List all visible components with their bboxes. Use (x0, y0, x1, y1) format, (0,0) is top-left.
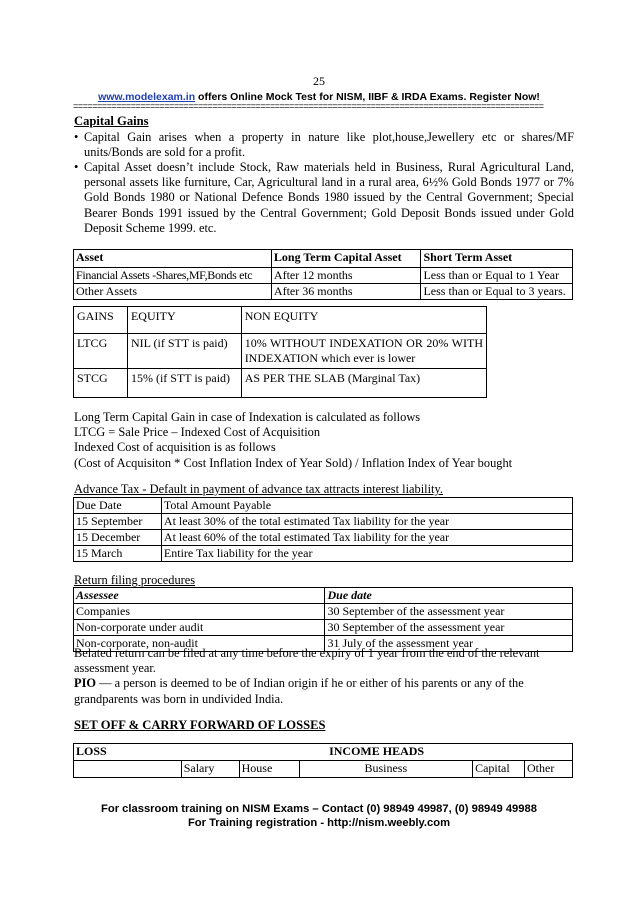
table-cell: Other Assets (74, 284, 272, 300)
income-heads-label: INCOME HEADS (181, 744, 572, 761)
table-row (74, 604, 573, 620)
table-cell: After 36 months (271, 284, 421, 300)
table-cell: 31 July of the assessment year (325, 636, 573, 652)
page-number: 25 (313, 74, 325, 88)
column-header-business: Business (299, 761, 473, 778)
belated-return-note: Belated return can be filed at any time before the expiry of 1 year from the end of the relevant assessment year. (74, 646, 540, 676)
table-header-cell: Due Date (74, 498, 162, 514)
advance-tax-title: Advance Tax - Default in payment of advance tax attracts interest liability. (74, 482, 443, 496)
table-cell: Non-corporate, non-audit (74, 636, 325, 652)
bullet-text: Capital Asset doesn’t include Stock, Raw materials held in Business, Rural Agricultural Land, personal assets like furniture, Car, Agricultural land in a rural area, 6½% Gold Bonds 1977 or 7% Gold Bonds 1980 or National Defence Bonds 1980 issued by the Central Government; Special Bearer Bonds 1991 issued by the Central Government; Gold Deposit Bonds issued under Gold Deposit Scheme 1999. etc. (84, 160, 574, 235)
table-cell: Less than or Equal to 1 Year (421, 268, 573, 284)
indexation-line: (Cost of Acquisiton * Cost Inflation Index of Year Sold) / Inflation Index of Year bought (74, 455, 513, 470)
table-header-cell: Total Amount Payable (161, 498, 572, 514)
table-cell: At least 60% of the total estimated Tax liability for the year (161, 530, 572, 546)
table-header-cell: Assessee (74, 588, 325, 604)
bullet-icon: • (74, 160, 79, 174)
loss-label: LOSS (74, 744, 182, 761)
table-header-cell: NON EQUITY (241, 307, 486, 334)
gains-tax-table (73, 306, 487, 398)
table-cell: Less than or Equal to 3 years. (421, 284, 573, 300)
table-header-cell: GAINS (74, 307, 128, 334)
table-cell: 30 September of the assessment year (325, 604, 573, 620)
table-row (74, 620, 573, 636)
column-header-house: House (239, 761, 299, 778)
footer-registration-line: For Training registration - http://nism.weebly.com (187, 817, 451, 829)
table-row (74, 268, 573, 284)
return-notes (74, 646, 574, 707)
table-cell: Non-corporate under audit (74, 620, 325, 636)
table-row (74, 546, 573, 562)
table-row (74, 369, 487, 398)
table-header-row (74, 307, 487, 334)
indexation-line: Indexed Cost of acquisition is as follows (74, 440, 276, 455)
header-website-link[interactable]: www.modelexam.in (98, 91, 196, 103)
table-cell: Financial Assets -Shares,MF,Bonds etc (74, 268, 272, 284)
table-header-cell: EQUITY (127, 307, 241, 334)
table-header-row (74, 588, 573, 604)
capital-gains-bullet-2 (74, 160, 574, 236)
indexation-line: Long Term Capital Gain in case of Indexation is calculated as follows (74, 410, 421, 424)
table-cell: 15 March (74, 546, 162, 562)
capital-gains-bullet-1 (74, 130, 574, 160)
table-header-row (74, 498, 573, 514)
table-row (74, 334, 487, 369)
table-cell (74, 761, 182, 778)
table-row (74, 530, 573, 546)
table-cell: 15 September (74, 514, 162, 530)
pio-term: PIO (74, 676, 97, 691)
table-header-row (74, 250, 573, 268)
pio-definition: — a person is deemed to be of Indian origin if he or either of his parents or any of the grandparents was born in undivided India. (74, 676, 524, 706)
bullet-icon: • (74, 130, 79, 144)
column-header-capital: Capital (473, 761, 525, 778)
header-banner-text: offers Online Mock Test for NISM, IIBF & IRDA Exams. Register Now! (195, 91, 540, 103)
loss-setoff-table (73, 743, 573, 778)
table-cell: STCG (74, 369, 128, 398)
table-row (74, 514, 573, 530)
table-header-cell: Asset (74, 250, 272, 268)
equals-divider: ================================================================================================== (73, 102, 544, 112)
table-cell: AS PER THE SLAB (Marginal Tax) (241, 369, 486, 398)
table-cell: 15 December (74, 530, 162, 546)
footer-contact-line: For classroom training on NISM Exams – Contact (0) 98949 49987, (0) 98949 49988 (101, 803, 537, 815)
capital-gains-heading: Capital Gains (74, 114, 149, 128)
return-filing-table (73, 587, 573, 652)
table-row (74, 761, 573, 778)
column-header-other: Other (525, 761, 573, 778)
table-cell: LTCG (74, 334, 128, 369)
table-header-cell: Short Term Asset (421, 250, 573, 268)
table-cell: After 12 months (271, 268, 421, 284)
pio-note (74, 676, 574, 706)
bullet-text: Capital Gain arises when a property in nature like plot,house,Jewellery etc or shares/MF units/Bonds are sold for a profit. (84, 130, 574, 160)
table-header-cell: Due date (325, 588, 573, 604)
advance-tax-table (73, 497, 573, 562)
table-header-cell: Long Term Capital Asset (271, 250, 421, 268)
table-row (74, 284, 573, 300)
table-header-row (74, 744, 573, 761)
indexation-notes (74, 410, 574, 471)
footer (0, 802, 638, 830)
setoff-heading: SET OFF & CARRY FORWARD OF LOSSES (74, 718, 326, 732)
table-cell: Entire Tax liability for the year (161, 546, 572, 562)
return-filing-title: Return filing procedures (74, 573, 196, 587)
column-header-salary: Salary (181, 761, 239, 778)
table-cell: NIL (if STT is paid) (127, 334, 241, 369)
table-cell: Companies (74, 604, 325, 620)
table-cell: 10% WITHOUT INDEXATION OR 20% WITH INDEXATION which ever is lower (241, 334, 486, 369)
table-cell: 30 September of the assessment year (325, 620, 573, 636)
indexation-line: LTCG = Sale Price – Indexed Cost of Acquisition (74, 425, 321, 440)
asset-term-table (73, 249, 573, 300)
table-cell: 15% (if STT is paid) (127, 369, 241, 398)
table-cell: At least 30% of the total estimated Tax liability for the year (161, 514, 572, 530)
